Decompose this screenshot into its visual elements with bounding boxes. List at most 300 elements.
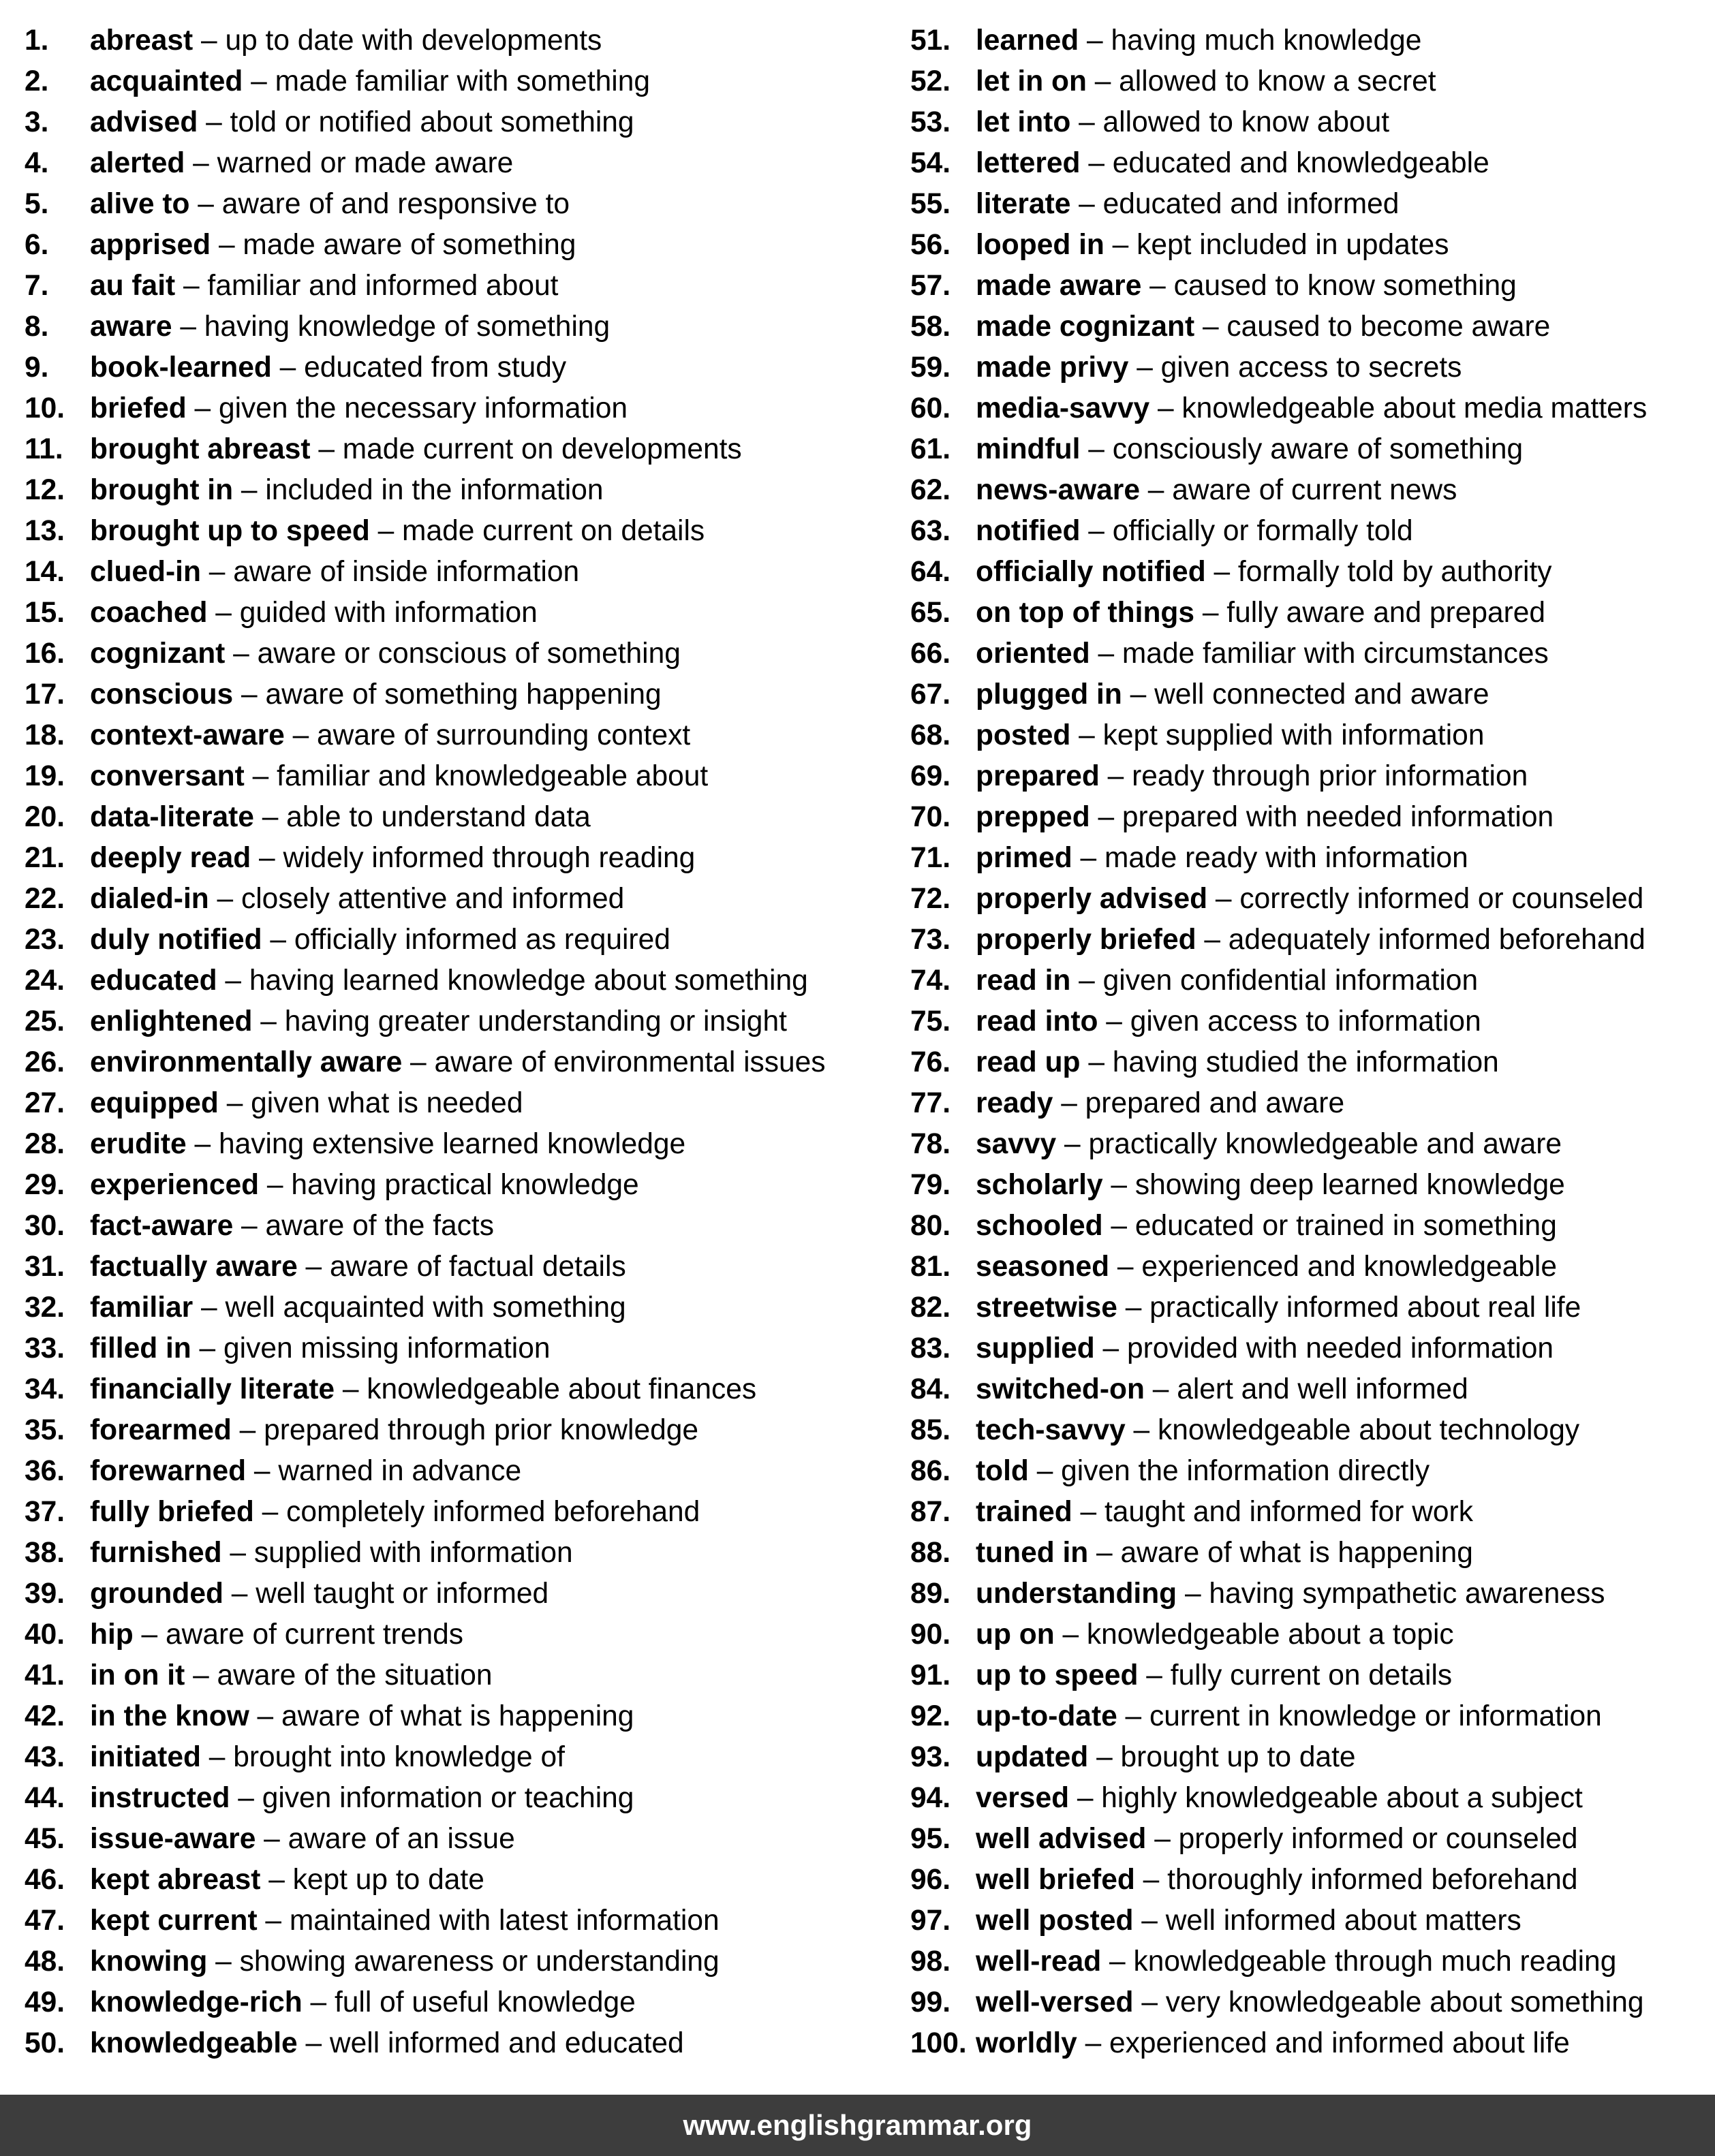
entry-word: kept current (90, 1905, 258, 1937)
entry-number: 83. (910, 1332, 951, 1364)
entry-word: coached (90, 597, 208, 629)
entry-number: 10. (25, 392, 65, 424)
entry-number: 45. (25, 1823, 65, 1855)
entry-word: enlightened (90, 1005, 253, 1037)
entry-word: worldly (976, 2027, 1077, 2059)
list-item (910, 470, 1708, 511)
entry-definition: – ready through prior information (1099, 760, 1528, 792)
entry-word: acquainted (90, 65, 243, 97)
entry-word: book-learned (90, 351, 272, 384)
entry-definition: – made aware of something (211, 229, 576, 261)
list-item (25, 715, 890, 756)
entry-word: mindful (976, 433, 1081, 465)
entry-definition: – aware of factual details (297, 1251, 626, 1283)
entry-number: 15. (25, 597, 65, 629)
list-item (910, 184, 1708, 225)
entry-word: au fait (90, 270, 176, 302)
entry-number: 50. (25, 2027, 65, 2059)
entry-word: environmentally aware (90, 1046, 403, 1078)
entry-word: literate (976, 188, 1071, 220)
entry-number: 59. (910, 351, 951, 384)
list-item (910, 1083, 1708, 1124)
entry-definition: – knowledgeable through much reading (1101, 1946, 1617, 1978)
entry-definition: – aware of the situation (185, 1659, 493, 1691)
entry-word: read up (976, 1046, 1081, 1078)
entry-word: factually aware (90, 1251, 298, 1283)
entry-number: 47. (25, 1905, 65, 1937)
list-item (910, 61, 1708, 102)
list-item (910, 1124, 1708, 1165)
entry-definition: – made current on details (369, 515, 705, 547)
entry-word: looped in (976, 229, 1104, 261)
list-item (910, 797, 1708, 838)
entry-word: on top of things (976, 597, 1195, 629)
entry-number: 63. (910, 515, 951, 547)
entry-number: 24. (25, 965, 65, 997)
entry-word: knowing (90, 1946, 208, 1978)
entry-word: streetwise (976, 1292, 1117, 1324)
list-item (910, 1778, 1708, 1819)
entry-number: 28. (25, 1128, 65, 1160)
entry-definition: – having knowledge of something (172, 311, 611, 343)
list-item (910, 960, 1708, 1001)
entry-definition: – warned or made aware (185, 147, 514, 179)
entry-number: 51. (910, 25, 951, 57)
word-list-left-column (25, 20, 890, 2064)
list-item (910, 1941, 1708, 1982)
entry-definition: – experienced and knowledgeable (1109, 1251, 1557, 1283)
list-item (25, 470, 890, 511)
entry-word: trained (976, 1496, 1072, 1528)
list-item (910, 674, 1708, 715)
entry-definition: – well connected and aware (1122, 678, 1489, 710)
entry-definition: – thoroughly informed beforehand (1134, 1864, 1578, 1896)
entry-number: 26. (25, 1046, 65, 1078)
list-item (910, 2023, 1708, 2064)
entry-number: 88. (910, 1537, 951, 1569)
entry-number: 42. (25, 1700, 65, 1732)
entry-definition: – having sympathetic awareness (1177, 1578, 1605, 1610)
entry-definition: – given access to secrets (1128, 351, 1462, 384)
list-item (25, 429, 890, 470)
entry-definition: – knowledgeable about finances (335, 1373, 757, 1405)
entry-word: knowledge-rich (90, 1986, 303, 2018)
entry-number: 4. (25, 147, 49, 179)
entry-definition: – widely informed through reading (251, 842, 696, 874)
list-item (25, 102, 890, 143)
entry-word: updated (976, 1741, 1089, 1773)
list-item (910, 143, 1708, 184)
list-item (910, 1042, 1708, 1083)
entry-definition: – alert and well informed (1144, 1373, 1468, 1405)
entry-definition: – prepared through prior knowledge (231, 1414, 699, 1446)
list-item (25, 1451, 890, 1492)
entry-definition: – showing deep learned knowledge (1102, 1169, 1565, 1201)
entry-definition: – given access to information (1098, 1005, 1481, 1037)
entry-number: 66. (910, 638, 951, 670)
list-item (25, 1083, 890, 1124)
entry-definition: – practically knowledgeable and aware (1056, 1128, 1562, 1160)
website-url[interactable]: www.englishgrammar.org (683, 2109, 1032, 2141)
entry-definition: – aware of what is happening (249, 1700, 634, 1732)
entry-definition: – prepared and aware (1053, 1087, 1345, 1119)
entry-definition: – brought up to date (1088, 1741, 1356, 1773)
entry-number: 23. (25, 924, 65, 956)
entry-word: data-literate (90, 801, 254, 833)
entry-definition: – maintained with latest information (257, 1905, 720, 1937)
entry-definition: – highly knowledgeable about a subject (1069, 1782, 1583, 1814)
entry-word: initiated (90, 1741, 201, 1773)
entry-number: 43. (25, 1741, 65, 1773)
list-item (25, 1614, 890, 1655)
entry-word: well-versed (976, 1986, 1134, 2018)
entry-word: officially notified (976, 556, 1206, 588)
entry-number: 67. (910, 678, 951, 710)
entry-number: 5. (25, 188, 49, 220)
list-item (910, 1860, 1708, 1901)
entry-number: 98. (910, 1946, 951, 1978)
entry-number: 92. (910, 1700, 951, 1732)
entry-word: fact-aware (90, 1210, 234, 1242)
entry-definition: – familiar and informed about (175, 270, 559, 302)
entry-number: 87. (910, 1496, 951, 1528)
entry-word: well posted (976, 1905, 1134, 1937)
entry-word: well advised (976, 1823, 1147, 1855)
entry-number: 11. (25, 433, 63, 465)
entry-word: savvy (976, 1128, 1057, 1160)
entry-definition: – aware of the facts (233, 1210, 494, 1242)
list-item (910, 1533, 1708, 1574)
list-item (25, 1001, 890, 1042)
footer-bar (0, 2095, 1715, 2156)
list-item (910, 1369, 1708, 1410)
entry-word: experienced (90, 1169, 260, 1201)
entry-definition: – provided with needed information (1094, 1332, 1554, 1364)
entry-number: 8. (25, 311, 49, 343)
entry-word: erudite (90, 1128, 187, 1160)
entry-word: scholarly (976, 1169, 1103, 1201)
entry-number: 40. (25, 1619, 65, 1651)
list-item (25, 1982, 890, 2023)
list-item (910, 920, 1708, 960)
entry-number: 58. (910, 311, 951, 343)
entry-number: 31. (25, 1251, 65, 1283)
entry-number: 29. (25, 1169, 65, 1201)
list-item (910, 1206, 1708, 1247)
list-item (25, 143, 890, 184)
entry-word: hip (90, 1619, 134, 1651)
entry-definition: – officially or formally told (1080, 515, 1413, 547)
entry-definition: – current in knowledge or information (1117, 1700, 1602, 1732)
list-item (910, 552, 1708, 593)
list-item (25, 1574, 890, 1614)
entry-word: familiar (90, 1292, 194, 1324)
entry-word: plugged in (976, 678, 1122, 710)
list-item (25, 674, 890, 715)
entry-word: fully briefed (90, 1496, 254, 1528)
entry-word: grounded (90, 1578, 223, 1610)
entry-number: 60. (910, 392, 951, 424)
entry-number: 33. (25, 1332, 65, 1364)
entry-definition: – fully aware and prepared (1194, 597, 1546, 629)
entry-definition: – given the necessary information (186, 392, 628, 424)
entry-number: 6. (25, 229, 49, 261)
list-item (25, 1696, 890, 1737)
entry-word: brought abreast (90, 433, 311, 465)
entry-definition: – aware or conscious of something (225, 638, 681, 670)
list-item (25, 1410, 890, 1451)
entry-number: 69. (910, 760, 951, 792)
entry-number: 44. (25, 1782, 65, 1814)
entry-definition: – taught and informed for work (1072, 1496, 1473, 1528)
entry-number: 1. (25, 25, 49, 57)
entry-number: 80. (910, 1210, 951, 1242)
entry-definition: – knowledgeable about technology (1125, 1414, 1580, 1446)
entry-word: furnished (90, 1537, 222, 1569)
entry-word: knowledgeable (90, 2027, 298, 2059)
list-item (910, 1819, 1708, 1860)
list-item (25, 838, 890, 879)
list-item (910, 347, 1708, 388)
list-item (25, 552, 890, 593)
entry-word: supplied (976, 1332, 1095, 1364)
list-item (910, 1451, 1708, 1492)
entry-word: in on it (90, 1659, 185, 1691)
entry-word: made cognizant (976, 311, 1195, 343)
entry-number: 86. (910, 1455, 951, 1487)
list-item (910, 715, 1708, 756)
entry-word: apprised (90, 229, 211, 261)
entry-definition: – aware of surrounding context (284, 719, 691, 751)
list-item (910, 511, 1708, 552)
entry-definition: – having learned knowledge about something (217, 965, 808, 997)
entry-number: 85. (910, 1414, 951, 1446)
list-item (25, 1860, 890, 1901)
entry-number: 70. (910, 801, 951, 833)
entry-number: 13. (25, 515, 65, 547)
entry-number: 7. (25, 270, 49, 302)
entry-definition: – given the information directly (1028, 1455, 1430, 1487)
list-item (25, 1287, 890, 1328)
entry-definition: – having studied the information (1080, 1046, 1499, 1078)
entry-word: educated (90, 965, 217, 997)
entry-definition: – experienced and informed about life (1077, 2027, 1570, 2059)
entry-number: 62. (910, 474, 951, 506)
entry-definition: – knowledgeable about media matters (1149, 392, 1648, 424)
entry-definition: – well taught or informed (223, 1578, 549, 1610)
entry-number: 30. (25, 1210, 65, 1242)
entry-word: schooled (976, 1210, 1103, 1242)
entry-number: 89. (910, 1578, 951, 1610)
entry-word: read into (976, 1005, 1098, 1037)
list-item (910, 756, 1708, 797)
entry-word: instructed (90, 1782, 230, 1814)
entry-word: told (976, 1455, 1029, 1487)
entry-word: cognizant (90, 638, 226, 670)
entry-word: forearmed (90, 1414, 232, 1446)
entry-definition: – given what is needed (218, 1087, 523, 1119)
list-item (25, 920, 890, 960)
entry-word: understanding (976, 1578, 1177, 1610)
entry-definition: – kept included in updates (1104, 229, 1449, 261)
entry-number: 32. (25, 1292, 65, 1324)
entry-word: aware (90, 311, 172, 343)
entry-number: 91. (910, 1659, 951, 1691)
entry-definition: – told or notified about something (198, 106, 634, 138)
entry-definition: – showing awareness or understanding (207, 1946, 720, 1978)
entry-definition: – properly informed or counseled (1146, 1823, 1578, 1855)
entry-word: oriented (976, 638, 1090, 670)
entry-word: versed (976, 1782, 1070, 1814)
entry-word: brought up to speed (90, 515, 370, 547)
entry-number: 20. (25, 801, 65, 833)
entry-definition: – knowledgeable about a topic (1054, 1619, 1454, 1651)
entry-number: 22. (25, 883, 65, 915)
list-item (910, 1655, 1708, 1696)
entry-number: 54. (910, 147, 951, 179)
entry-number: 64. (910, 556, 951, 588)
list-item (25, 1206, 890, 1247)
entry-definition: – full of useful knowledge (302, 1986, 636, 2018)
list-item (25, 225, 890, 266)
entry-word: made privy (976, 351, 1129, 384)
entry-word: switched-on (976, 1373, 1145, 1405)
entry-definition: – aware of environmental issues (402, 1046, 826, 1078)
entry-word: advised (90, 106, 198, 138)
entry-definition: – warned in advance (246, 1455, 522, 1487)
entry-word: well-read (976, 1946, 1102, 1978)
entry-word: properly briefed (976, 924, 1196, 956)
entry-number: 68. (910, 719, 951, 751)
list-item (25, 2023, 890, 2064)
entry-definition: – given confidential information (1070, 965, 1479, 997)
entry-number: 53. (910, 106, 951, 138)
list-item (910, 1001, 1708, 1042)
entry-definition: – caused to become aware (1194, 311, 1551, 343)
list-item (25, 266, 890, 307)
list-item (910, 1492, 1708, 1533)
entry-word: let in on (976, 65, 1087, 97)
entry-word: context-aware (90, 719, 285, 751)
entry-number: 35. (25, 1414, 65, 1446)
entry-definition: – aware of inside information (200, 556, 580, 588)
entry-definition: – aware of and responsive to (189, 188, 570, 220)
entry-number: 97. (910, 1905, 951, 1937)
entry-definition: – included in the information (233, 474, 604, 506)
entry-word: posted (976, 719, 1071, 751)
entry-number: 18. (25, 719, 65, 751)
entry-number: 16. (25, 638, 65, 670)
entry-number: 49. (25, 1986, 65, 2018)
list-item (910, 1165, 1708, 1206)
entry-number: 94. (910, 1782, 951, 1814)
list-item (25, 1655, 890, 1696)
list-item (25, 511, 890, 552)
entry-definition: – consciously aware of something (1080, 433, 1524, 465)
entry-definition: – educated and knowledgeable (1080, 147, 1489, 179)
entry-word: read in (976, 965, 1071, 997)
entry-word: let into (976, 106, 1071, 138)
entry-number: 3. (25, 106, 49, 138)
entry-word: conscious (90, 678, 234, 710)
entry-definition: – fully current on details (1138, 1659, 1453, 1691)
entry-word: dialed-in (90, 883, 209, 915)
list-item (910, 388, 1708, 429)
entry-word: prepared (976, 760, 1100, 792)
entry-definition: – made familiar with circumstances (1090, 638, 1549, 670)
list-item (910, 1328, 1708, 1369)
entry-definition: – well acquainted with something (193, 1292, 626, 1324)
entry-word: news-aware (976, 474, 1140, 506)
list-item (25, 756, 890, 797)
entry-definition: – well informed and educated (297, 2027, 684, 2059)
entry-definition: – aware of an issue (256, 1823, 515, 1855)
entry-definition: – up to date with developments (193, 25, 602, 57)
entry-word: up on (976, 1619, 1055, 1651)
entry-definition: – adequately informed beforehand (1196, 924, 1646, 956)
entry-definition: – officially informed as required (262, 924, 670, 956)
entry-word: clued-in (90, 556, 201, 588)
list-item (910, 20, 1708, 61)
word-list-right-column (910, 20, 1708, 2064)
entry-definition: – supplied with information (221, 1537, 573, 1569)
list-item (910, 879, 1708, 920)
entry-word: issue-aware (90, 1823, 256, 1855)
entry-number: 84. (910, 1373, 951, 1405)
list-item (25, 634, 890, 674)
entry-definition: – given missing information (191, 1332, 551, 1364)
entry-number: 99. (910, 1986, 951, 2018)
list-item (25, 1819, 890, 1860)
entry-number: 2. (25, 65, 49, 97)
entry-number: 81. (910, 1251, 951, 1283)
list-item (910, 1982, 1708, 2023)
entry-word: tech-savvy (976, 1414, 1126, 1446)
list-item (25, 20, 890, 61)
entry-number: 75. (910, 1005, 951, 1037)
entry-number: 25. (25, 1005, 65, 1037)
entry-definition: – aware of current news (1139, 474, 1457, 506)
entry-number: 93. (910, 1741, 951, 1773)
entry-number: 52. (910, 65, 951, 97)
entry-definition: – allowed to know a secret (1086, 65, 1436, 97)
entry-number: 79. (910, 1169, 951, 1201)
list-item (910, 225, 1708, 266)
list-item (25, 1328, 890, 1369)
entry-definition: – educated and informed (1070, 188, 1400, 220)
entry-number: 12. (25, 474, 65, 506)
entry-definition: – having much knowledge (1079, 25, 1422, 57)
entry-number: 55. (910, 188, 951, 220)
entry-definition: – made ready with information (1072, 842, 1468, 874)
list-item (25, 960, 890, 1001)
entry-definition: – having extensive learned knowledge (186, 1128, 686, 1160)
entry-word: media-savvy (976, 392, 1150, 424)
entry-word: in the know (90, 1700, 249, 1732)
list-item (910, 1614, 1708, 1655)
list-item (25, 1533, 890, 1574)
entry-definition: – familiar and knowledgeable about (244, 760, 709, 792)
entry-definition: – correctly informed or counseled (1207, 883, 1644, 915)
entry-definition: – closely attentive and informed (208, 883, 625, 915)
list-item (25, 1042, 890, 1083)
entry-word: up-to-date (976, 1700, 1117, 1732)
list-item (25, 1901, 890, 1941)
entry-definition: – caused to know something (1141, 270, 1517, 302)
entry-number: 96. (910, 1864, 951, 1896)
entry-definition: – very knowledgeable about something (1133, 1986, 1644, 2018)
list-item (25, 1124, 890, 1165)
